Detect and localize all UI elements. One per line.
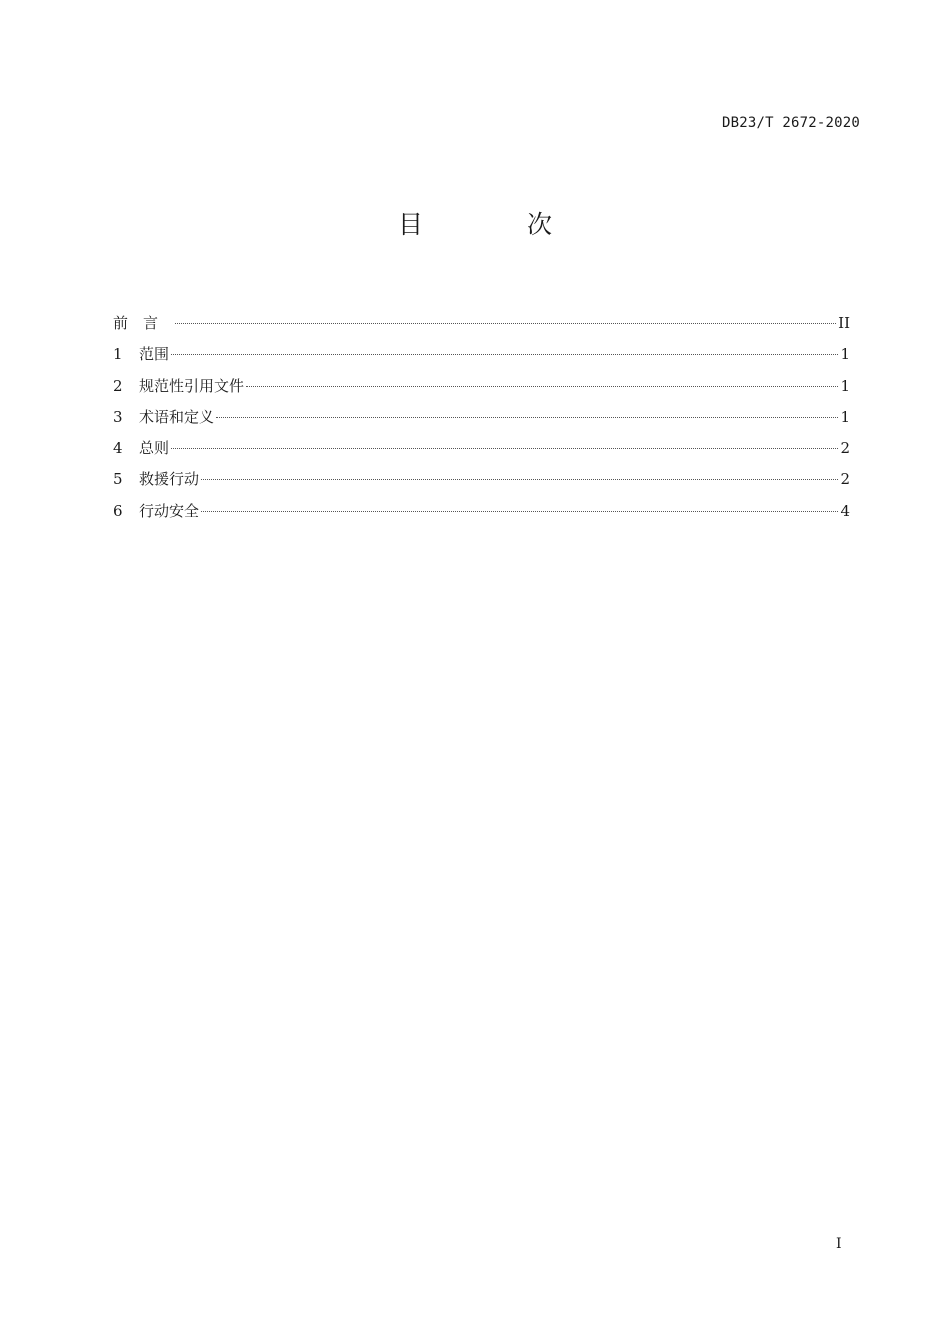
toc-entry-foreword[interactable]	[113, 312, 850, 343]
toc-entry-general[interactable]	[113, 437, 850, 468]
toc-dot-leader	[175, 323, 836, 324]
toc-dot-leader	[201, 479, 838, 480]
toc-entry-page: II	[838, 314, 850, 332]
toc-dot-leader	[246, 386, 838, 387]
toc-list	[113, 312, 850, 531]
toc-entry-label: 救援行动	[139, 470, 200, 489]
toc-entry-operation-safety[interactable]	[113, 500, 850, 531]
toc-entry-label: 前言	[113, 314, 174, 332]
page-number: I	[836, 1236, 842, 1252]
toc-entry-number: 4	[113, 439, 123, 458]
toc-dot-leader	[201, 511, 838, 512]
document-code: DB23/T 2672-2020	[721, 115, 860, 131]
toc-entry-page: 2	[840, 439, 850, 458]
toc-entry-terms-definitions[interactable]	[113, 406, 850, 437]
toc-entry-page: 2	[840, 470, 850, 489]
toc-entry-number: 3	[113, 407, 123, 426]
toc-entry-number: 1	[113, 345, 123, 364]
toc-dot-leader	[216, 417, 838, 418]
toc-entry-page: 1	[840, 407, 850, 426]
toc-entry-label: 术语和定义	[139, 407, 215, 426]
toc-entry-scope[interactable]	[113, 343, 850, 374]
toc-entry-page: 1	[840, 376, 850, 395]
toc-dot-leader	[171, 354, 838, 355]
toc-entry-page: 4	[840, 501, 850, 520]
toc-title: 目 次	[398, 210, 600, 239]
toc-dot-leader	[171, 448, 838, 449]
toc-entry-label: 行动安全	[139, 501, 200, 520]
toc-entry-page: 1	[840, 345, 850, 364]
toc-entry-number: 5	[113, 470, 123, 489]
toc-entry-number: 6	[113, 501, 123, 520]
toc-entry-normative-references[interactable]	[113, 375, 850, 406]
toc-entry-label: 总则	[139, 439, 170, 458]
toc-entry-label: 规范性引用文件	[139, 376, 245, 395]
toc-entry-number: 2	[113, 376, 123, 395]
toc-entry-label: 范围	[139, 345, 170, 364]
toc-entry-rescue-operations[interactable]	[113, 468, 850, 499]
